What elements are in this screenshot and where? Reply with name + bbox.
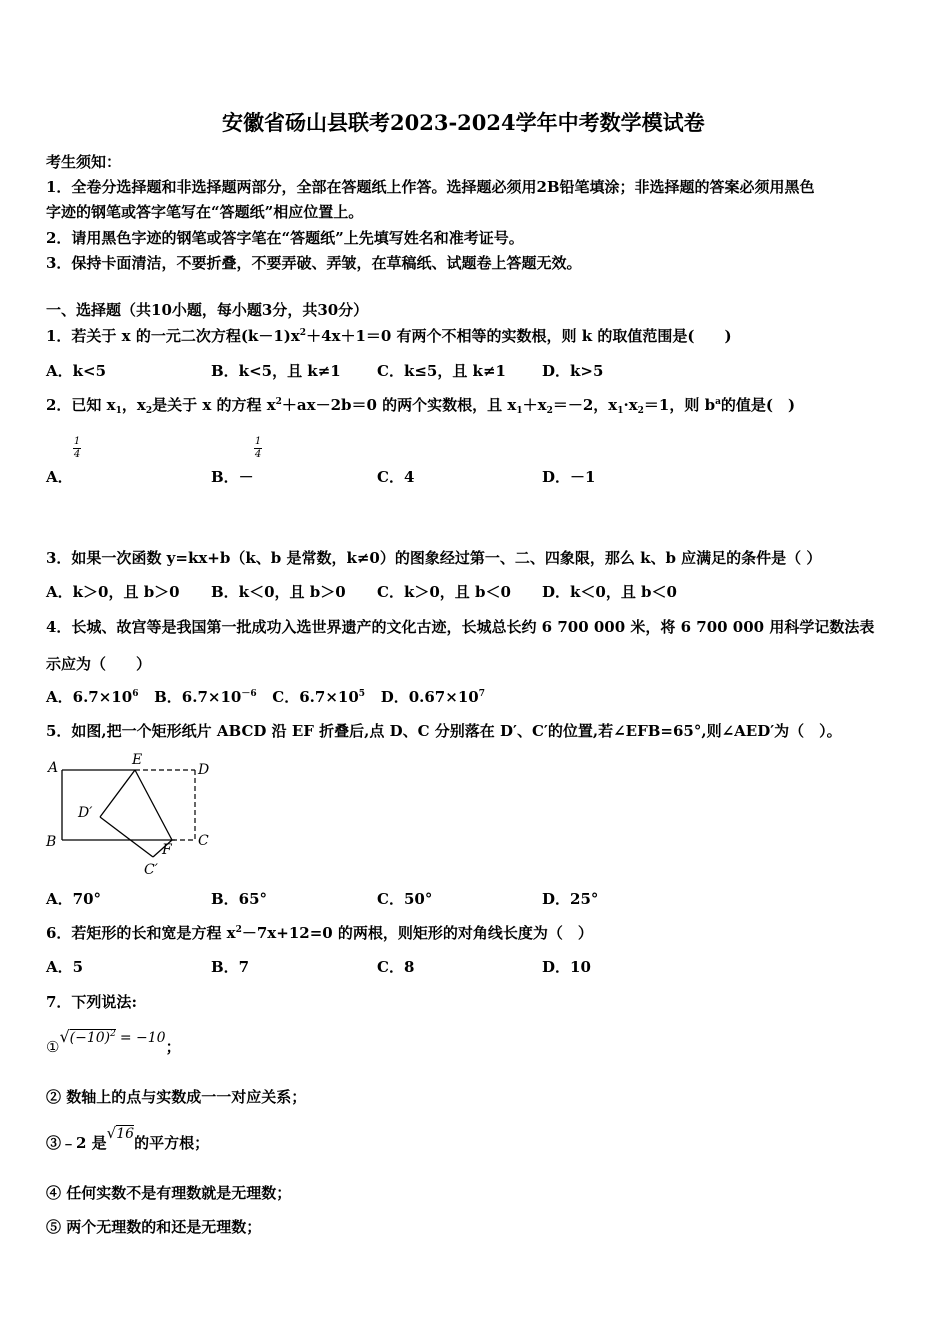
q2-option-b: B．－ xyxy=(211,468,254,486)
folded-rectangle-figure xyxy=(40,750,230,882)
label-f: F xyxy=(162,842,172,858)
question-1: 1．若关于 x 的一元二次方程$(k-1)x^2+4x+1=0$ 有两个不相等的实数根，则 k 的取值范围是( ) xyxy=(46,327,732,345)
q4-option-b: B．$6.7\times 10^{-6}$ xyxy=(154,688,257,706)
q7-statement-5: ⑤ 两个无理数的和还是无理数； xyxy=(46,1218,262,1236)
label-a: A xyxy=(48,760,59,776)
q2-option-c: C．4 xyxy=(377,468,415,486)
q2-option-d: D．－1 xyxy=(542,468,596,486)
sqrt-expression: $√(-10)^2 = -10$ xyxy=(59,1027,166,1046)
label-b: B xyxy=(46,834,57,850)
q6-option-d: D．10 xyxy=(542,958,591,976)
q5-option-c: C．50° xyxy=(377,890,433,908)
q1-option-a: A．k<5 xyxy=(46,362,107,380)
q7-statement-2: ② 数轴上的点与实数成一一对应关系； xyxy=(46,1088,307,1106)
q5-option-d: D．25° xyxy=(542,890,599,908)
q3-option-d: D．k＜0，且 b＜0 xyxy=(542,583,677,601)
q1-option-c: C．k≤5，且 k≠1 xyxy=(377,362,506,380)
q1-option-d: D．k>5 xyxy=(542,362,604,380)
q3-option-a: A．k＞0，且 b＞0 xyxy=(46,583,180,601)
notice-item-1-line-2: 字迹的钢笔或答字笔写在“答题纸”相应位置上。 xyxy=(46,203,364,221)
q4-options xyxy=(46,687,485,707)
q2-option-a: A． xyxy=(46,468,73,486)
q5-option-a: A．70° xyxy=(46,890,102,908)
q4-option-a: A．$6.7\times 10^6$ xyxy=(46,688,139,706)
question-4-line-2: 示应为（ ） xyxy=(46,655,152,673)
question-2: 2．已知 $x_1$，$x_2$是关于 x 的方程 $x^2+ax-2b=0$ 的两个实数根，且 $x_1+x_2=-2$，$x_1\cdot x_2=1$，则 $b^a$的值是( ) xyxy=(46,396,796,416)
question-5: 5．如图,把一个矩形纸片 ABCD 沿 EF 折叠后,点 D、C 分别落在 D′、C′的位置,若∠EFB=65°,则∠AED′为（ ）。 xyxy=(46,722,842,740)
q6-option-a: A．5 xyxy=(46,958,84,976)
notice-item-1-line-1: 1．全卷分选择题和非选择题两部分，全部在答题纸上作答。选择题必须用2B铅笔填涂；非选择题的答案必须用黑色 xyxy=(46,178,815,196)
label-d-prime: D′ xyxy=(78,805,93,821)
q7-statement-4: ④ 任何实数不是有理数就是无理数； xyxy=(46,1184,292,1202)
q4-option-c: C．$6.7\times 10^5$ xyxy=(272,688,366,706)
q4-option-d: D．$0.67\times 10^7$ xyxy=(380,688,485,706)
label-e: E xyxy=(132,752,143,768)
page-title: 安徽省砀山县联考2023-2024学年中考数学模试卷 xyxy=(222,110,705,135)
q1-option-b: B．k<5，且 k≠1 xyxy=(211,362,341,380)
sqrt-16: √16 xyxy=(106,1124,135,1142)
q2-fraction-b: 1 4 xyxy=(254,436,262,460)
q3-option-b: B．k＜0，且 b＞0 xyxy=(211,583,346,601)
q6-option-c: C．8 xyxy=(377,958,415,976)
q7-statement-1: $①√(-10)^2 = -10$； xyxy=(46,1027,181,1056)
notice-item-2: 2．请用黑色字迹的钢笔或答字笔在“答题纸”上先填写姓名和准考证号。 xyxy=(46,229,524,247)
q3-option-c: C．k＞0，且 b＜0 xyxy=(377,583,511,601)
question-3: 3．如果一次函数 y=kx+b（k、b 是常数，k≠0）的图象经过第一、二、四象限，那么 k、b 应满足的条件是（ ） xyxy=(46,549,822,567)
label-c-prime: C′ xyxy=(144,862,158,878)
question-6: 6．若矩形的长和宽是方程 $x^2-7x+12=0$ 的两根，则矩形的对角线长度为（ ） xyxy=(46,924,593,942)
label-c: C xyxy=(198,833,209,849)
section-heading: 一、选择题（共10小题，每小题3分，共30分） xyxy=(46,301,369,319)
q5-option-b: B．65° xyxy=(211,890,268,908)
q7-statement-3: ③﹣2 是√16的平方根； xyxy=(46,1124,210,1152)
q6-option-b: B．7 xyxy=(211,958,250,976)
question-4-line-1: 4．长城、故宫等是我国第一批成功入选世界遗产的文化古迹，长城总长约 6 700 000 米，将 6 700 000 用科学记数法表 xyxy=(46,618,875,636)
q2-fraction-a: 1 4 xyxy=(73,436,81,460)
question-7: 7．下列说法: xyxy=(46,993,137,1011)
notice-heading: 考生须知： xyxy=(46,153,122,171)
label-d: D xyxy=(198,762,210,778)
notice-item-3: 3．保持卡面清洁，不要折叠，不要弄破、弄皱，在草稿纸、试题卷上答题无效。 xyxy=(46,254,582,272)
